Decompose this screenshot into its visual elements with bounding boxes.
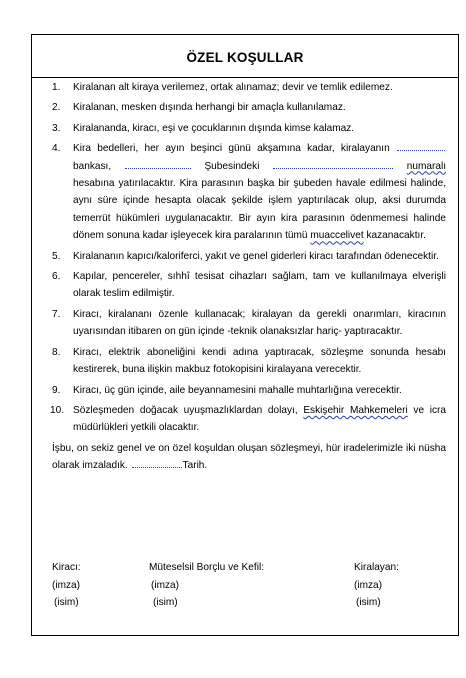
item-text: Sözleşmeden doğacak uyuşmazlıklardan dolayı, <box>73 404 298 416</box>
list-item <box>52 344 446 379</box>
signature-tenant <box>52 559 81 612</box>
date-blank[interactable] <box>132 459 182 468</box>
closing-paragraph <box>52 440 446 475</box>
item-text: Eskişehir Mahkemeleri <box>303 404 408 416</box>
item-number: 6. <box>52 271 61 283</box>
item-text: Kapılar, pencereler, sıhhî tesisat cihazları sağlam, tam ve kullanılmaya elverişli olarak teslim edilmiştir. <box>73 271 446 300</box>
list-item <box>52 248 446 265</box>
item-text: hesabına yatırılacaktır. Kira parasının başka bir şubeden havale edilmesi halinde, aynı süre içinde hesapta olacak şekilde işlem yaptırılacak olup, aksi durumda temerrüt hükümleri uygulanacaktır. Bir ayın kira parasının ödenmemesi halinde dönem sonuna kadar işleyecek kira paralarının tümü <box>73 178 446 242</box>
item-number: 10. <box>50 404 65 416</box>
landlord-isim: (isim) <box>356 597 381 609</box>
item-text: bankası, <box>73 160 112 172</box>
blank-field[interactable] <box>125 160 191 169</box>
tenant-isim: (isim) <box>54 597 79 609</box>
signature-guarantor <box>149 559 264 612</box>
item-text: ve icra müdürlükleri yetkili olacaktır. <box>73 404 447 434</box>
item-text: Kiracı, üç gün içinde, aile beyannamesini mahalle muhtarlığına verecektir. <box>73 384 402 396</box>
item-text: Kiralanan, mesken dışında herhangi bir amaçla kullanılamaz. <box>73 102 346 114</box>
document-frame <box>31 34 459 636</box>
item-text: Kira bedelleri, her ayın beşinci günü akşamına kadar, kiralayanın <box>73 143 390 155</box>
item-number: 8. <box>52 346 61 358</box>
item-text: Kiracı, kiralananı özenle kullanacak; kiralayan da gerekli onarımları, kiracının uyarısından itibaren on gün içinde -teknik olanaksızlar hariç- yaptıracaktır. <box>73 308 446 338</box>
item-text: Kiralananda, kiracı, eşi ve çocuklarının dışında kimse kalamaz. <box>73 122 355 134</box>
document-title: ÖZEL KOŞULLAR <box>186 50 304 65</box>
tenant-imza: (imza) <box>52 579 81 591</box>
list-item <box>52 99 446 116</box>
item-text: Kiralananın kapıcı/kaloriferci, yakıt ve genel giderleri kiracı tarafından ödenecektir. <box>73 250 439 262</box>
list-item <box>52 79 446 96</box>
item-text: muaccelivet <box>310 230 364 242</box>
landlord-label: Kiralayan: <box>354 562 399 573</box>
item-text: Şubesindeki <box>204 160 260 172</box>
conditions-list <box>52 79 446 485</box>
list-item <box>52 306 446 341</box>
list-item <box>52 120 446 137</box>
list-item <box>52 140 446 244</box>
item-text: kazanacaktır. <box>366 230 426 242</box>
title-divider <box>32 77 458 78</box>
item-text: Kiracı, elektrik aboneliğini kendi adına yaptıracak, sözleşme sonunda hesabı kestirerek, buna ilişkin makbuz fotokopisini kiralayana verecektir. <box>73 346 446 376</box>
blank-field[interactable] <box>397 142 445 151</box>
list-item <box>52 402 446 437</box>
blank-field[interactable] <box>273 160 393 169</box>
item-number: 4. <box>52 143 61 155</box>
item-text: numaralı <box>406 160 447 172</box>
list-item <box>52 268 446 303</box>
closing-text: İşbu, on sekiz genel ve on özel koşuldan oluşan sözleşmeyi, hür iradelerimizle iki nüsha olarak imzaladık. <box>52 442 446 472</box>
guarantor-label: Müteselsil Borçlu ve Kefil: <box>149 562 264 573</box>
item-number: 7. <box>52 308 61 320</box>
item-number: 2. <box>52 102 61 114</box>
item-number: 5. <box>52 250 61 262</box>
guarantor-isim: (isim) <box>153 597 178 609</box>
guarantor-imza: (imza) <box>151 579 180 591</box>
item-number: 9. <box>52 384 61 396</box>
date-label: Tarih. <box>182 460 208 472</box>
item-text: Kiralanan alt kiraya verilemez, ortak alınamaz; devir ve temlik edilemez. <box>73 82 393 93</box>
item-number: 3. <box>52 122 61 134</box>
list-item <box>52 382 446 399</box>
tenant-label: Kiracı: <box>52 562 81 573</box>
landlord-imza: (imza) <box>354 579 383 591</box>
signature-landlord <box>354 559 399 612</box>
item-number: 1. <box>52 82 61 93</box>
